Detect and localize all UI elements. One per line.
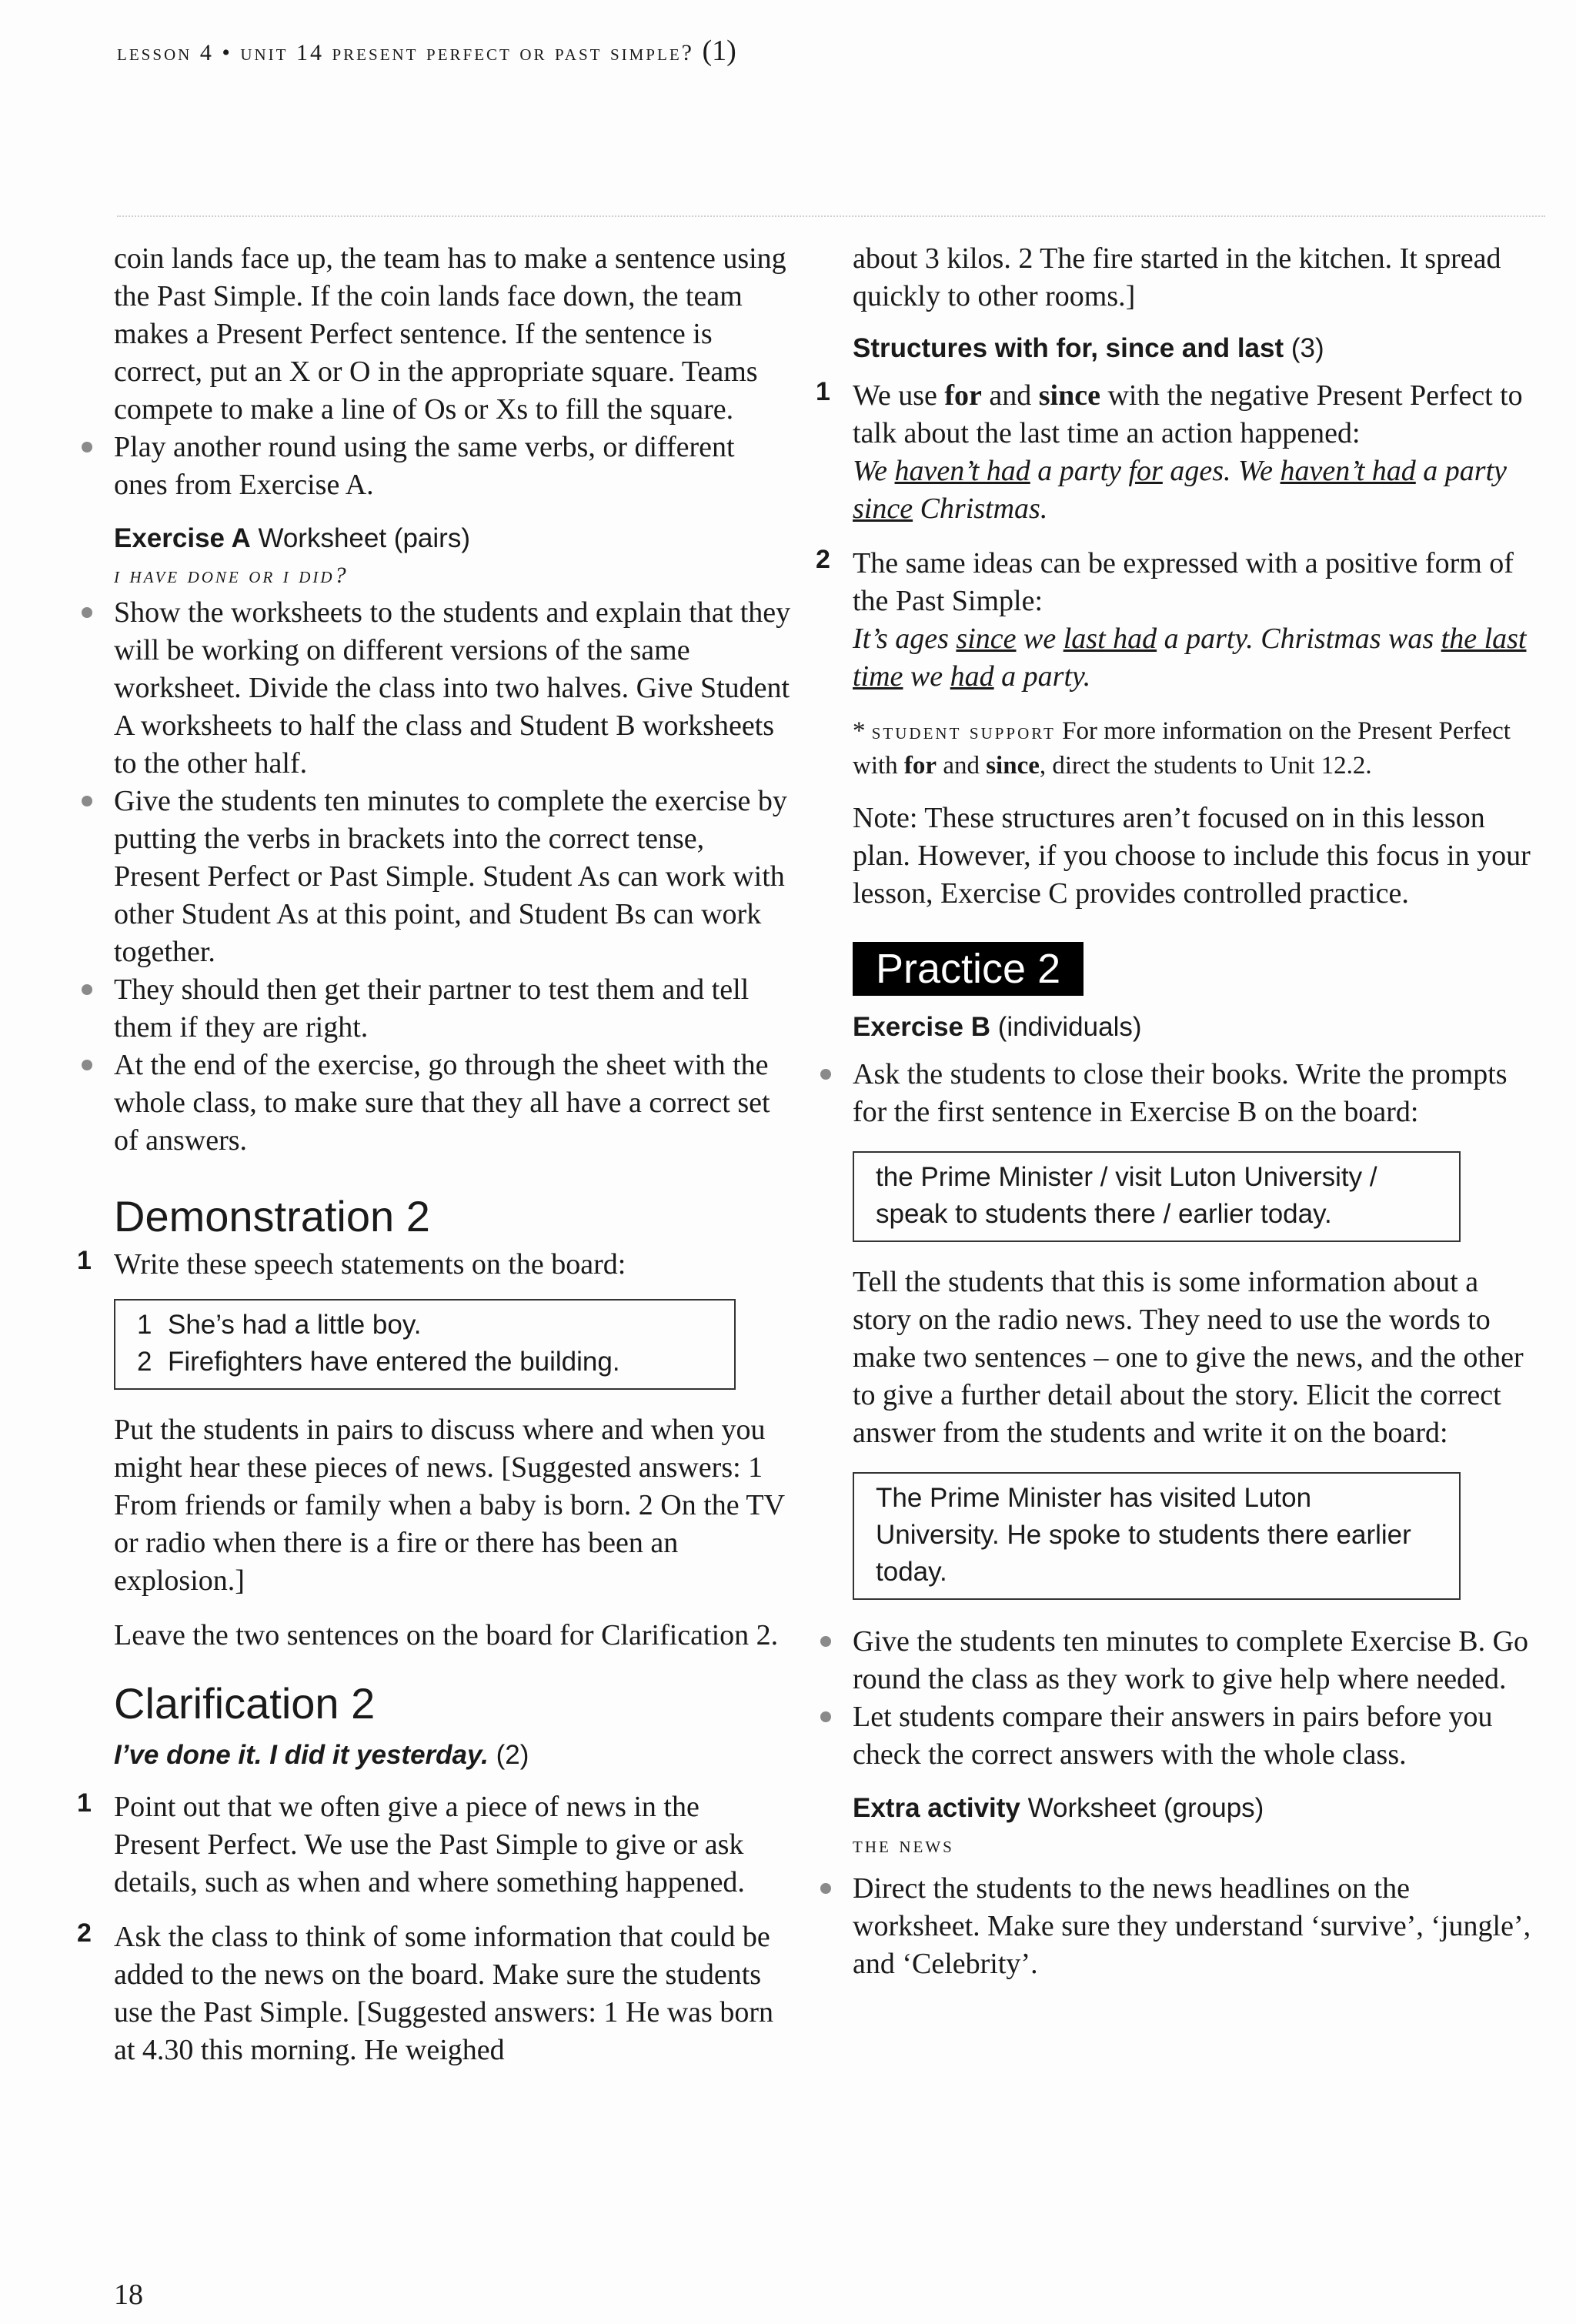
exercise-a-mode: Worksheet (pairs): [250, 523, 470, 553]
step-text: Point out that we often give a piece of news in the Present Perfect. We use the Past Simple to give or ask details, such as when and where something happened.: [114, 1791, 745, 1898]
structures-heading: Structures with for, since and last (3): [853, 333, 1324, 363]
structures-step-2: 2 The same ideas can be expressed with a positive form of the Past Simple: It’s ages since we last had a party. Christmas was the last time we had a party.: [853, 545, 1538, 696]
clarification-step-2: 2 Ask the class to think of some information that could be added to the news on the board. Make sure the students use the Past Simple. [Suggested answers: 1 He was born at 4.30 this morning. He weighed: [114, 1918, 791, 2069]
running-head-number: (1): [702, 35, 736, 67]
bullet-end-of-exercise: At the end of the exercise, go through the sheet with the whole class, to make sure that they all have a correct set of answers.: [114, 1047, 791, 1160]
demonstration-2-heading: Demonstration 2: [114, 1192, 430, 1240]
paragraph-pairs-discuss: Put the students in pairs to discuss where and when you might hear these pieces of news. [Suggested answers: 1 From friends or family when a baby is born. 2 On the TV or radio when there is a fire or there has been an explosion.]: [114, 1414, 785, 1597]
student-support-note: * student support For more information on the Present Perfect with for and since, direct the students to Unit 12.2.: [853, 717, 1511, 780]
bullet-show-worksheets: Show the worksheets to the students and explain that they will be working on different versions of the same worksheet. Divide the class into two halves. Give Student A worksheets to half the class and Student B worksheets to the other half.: [114, 594, 791, 783]
structures-step-1: 1 We use for and since with the negative Present Perfect to talk about the last time an action happened: We haven’t had a party for ages. We haven’t had a party since Christmas.: [853, 377, 1538, 528]
exercise-a-label: Exercise A: [114, 523, 251, 553]
example-negative-present-perfect: We haven’t had a party for ages. We haven’t had a party since Christmas.: [853, 455, 1507, 525]
bullet-ten-minutes: Give the students ten minutes to complete the exercise by putting the verbs in brackets into the correct tense, Present Perfect or Past Simple. Student As can work with other Student As at this point, and Student Bs can work together.: [114, 783, 791, 971]
exercise-a-heading: [114, 521, 791, 556]
demonstration-step-1: [77, 1246, 791, 1284]
board-line-1: 1 She’s had a little boy.: [137, 1310, 422, 1340]
bullet-news-headlines: Direct the students to the news headlines on the worksheet. Make sure they understand ‘survive’, ‘jungle’, and ‘Celebrity’.: [853, 1870, 1538, 1983]
clarification-2-heading: Clarification 2: [114, 1679, 376, 1728]
board-line-2: 2 Firefighters have entered the building.: [137, 1347, 620, 1377]
bullet-complete-exercise-b: Give the students ten minutes to complete Exercise B. Go round the class as they work to give help where needed.: [853, 1623, 1538, 1698]
step-number: 1: [77, 1246, 92, 1275]
clarification-step-1: 1 Point out that we often give a piece of news in the Present Perfect. We use the Past Simple to give or ask details, such as when and where something happened.: [114, 1788, 791, 1902]
practice-2-banner: [853, 942, 1538, 996]
step-text: The same ideas can be expressed with a positive form of the Past Simple:: [853, 547, 1514, 617]
exercise-b-heading: Exercise B (individuals): [853, 1012, 1142, 1042]
board-box-prompts: the Prime Minister / visit Luton University / speak to students there / earlier today.: [853, 1151, 1461, 1242]
page-number: 18: [114, 2279, 143, 2311]
bullet-play-another-round: Play another round using the same verbs, or different ones from Exercise A.: [114, 429, 791, 504]
bullet-close-books: Ask the students to close their books. Write the prompts for the first sentence in Exercise B on the board:: [853, 1056, 1538, 1131]
board-box-statements: [114, 1299, 736, 1390]
paragraph-radio-news: Tell the students that this is some information about a story on the radio news. They need to use the words to make two sentences – one to give the news, and the other to give a further detail about the story. Elicit the correct answer from the students and write it on the board:: [853, 1266, 1524, 1449]
exercise-a-subtitle: i have done or i did?: [114, 563, 349, 588]
clarification-subtitle-text: I’ve done it. I did it yesterday.: [114, 1740, 489, 1770]
header-divider: [117, 215, 1545, 217]
left-column: [77, 240, 791, 2069]
running-head: [117, 34, 736, 68]
step-text: Write these speech statements on the board:: [114, 1248, 626, 1281]
step-text: We use for and since with the negative Present Perfect to talk about the last time an action happened:: [853, 379, 1523, 449]
example-past-simple: It’s ages since we last had a party. Christmas was the last time we had a party.: [853, 623, 1527, 693]
bullet-partner-test: They should then get their partner to test them and tell them if they are right.: [114, 971, 791, 1047]
extra-activity-heading: Extra activity Worksheet (groups): [853, 1793, 1264, 1823]
paragraph-note: Note: These structures aren’t focused on in this lesson plan. However, if you choose to include this focus in your lesson, Exercise C provides controlled practice.: [853, 802, 1531, 910]
practice-2-heading: Practice 2: [853, 942, 1084, 996]
extra-activity-subtitle: the news: [853, 1832, 954, 1858]
bullet-compare-answers: Let students compare their answers in pairs before you check the correct answers with the whole class.: [853, 1698, 1538, 1774]
clarification-subtitle: I’ve done it. I did it yesterday. (2): [114, 1740, 529, 1770]
right-column: [816, 240, 1538, 1983]
paragraph-leave-sentences: Leave the two sentences on the board for Clarification 2.: [114, 1619, 779, 1651]
paragraph-coin-rules: coin lands face up, the team has to make a sentence using the Past Simple. If the coin lands face down, the team makes a Present Perfect sentence. If the sentence is correct, put an X or O in the appropriate square. Teams compete to make a line of Os or Xs to fill the square.: [114, 242, 786, 426]
board-box-answer: The Prime Minister has visited Luton University. He spoke to students there earlier today.: [853, 1472, 1461, 1600]
step-text: Ask the class to think of some information that could be added to the news on the board. Make sure the students use the Past Simple. [Suggested answers: 1 He was born at 4.30 this morning. He weighed: [114, 1921, 773, 2066]
running-head-text: lesson 4 • unit 14 present perfect or past simple?: [117, 40, 694, 65]
paragraph-suggested-answers-cont: about 3 kilos. 2 The fire started in the kitchen. It spread quickly to other rooms.]: [853, 242, 1501, 312]
